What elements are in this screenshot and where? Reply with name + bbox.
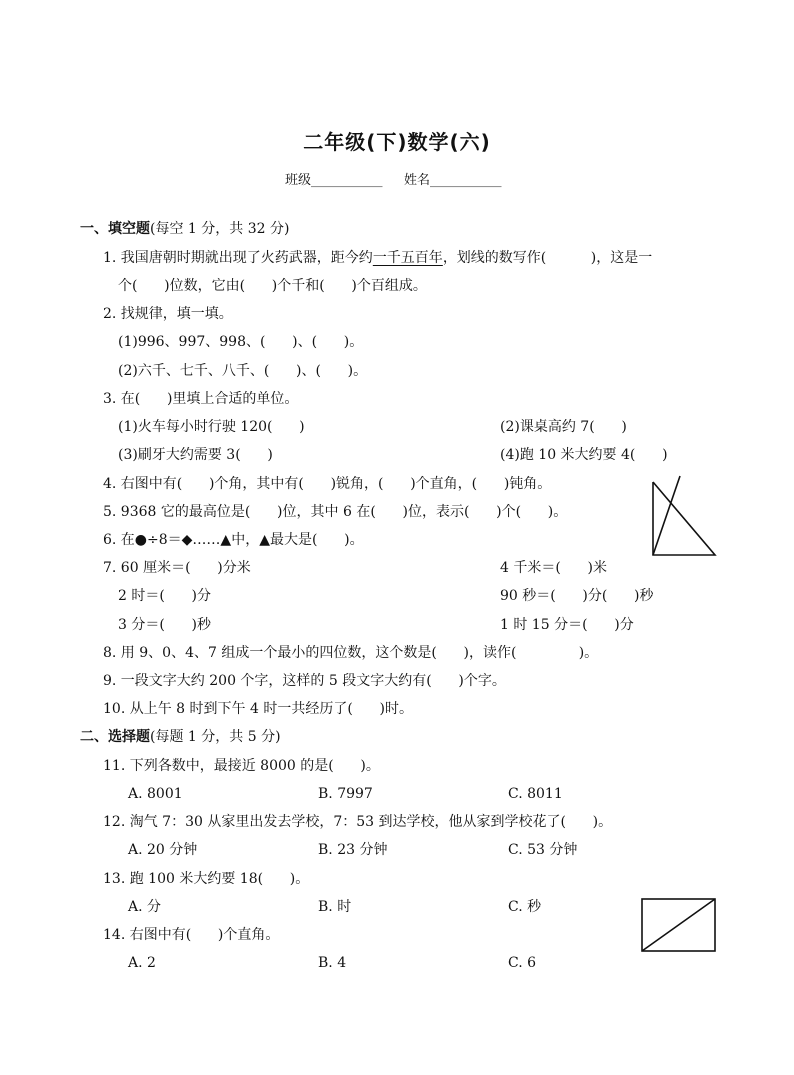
q3-sub2: (2)课桌高约 7( ) bbox=[500, 419, 627, 435]
section2-note: (每题 1 分，共 5 分) bbox=[150, 729, 281, 745]
q10-text: 10. 从上午 8 时到下午 4 时一共经历了( )时。 bbox=[103, 701, 413, 717]
q7-sub1: 7. 60 厘米＝( )分米 bbox=[103, 560, 251, 576]
q14-option-a: A. 2 bbox=[128, 955, 156, 971]
q12-option-a: A. 20 分钟 bbox=[128, 842, 198, 858]
section2-heading-row bbox=[80, 728, 281, 746]
q2-text: 2. 找规律，填一填。 bbox=[103, 306, 233, 322]
page-title: 二年级(下)数学(六) bbox=[303, 130, 491, 154]
q13-option-c: C. 秒 bbox=[508, 899, 542, 915]
section1-heading-row bbox=[80, 220, 289, 238]
q1-text-a: 1. 我国唐朝时期就出现了火药武器，距今约 bbox=[103, 250, 373, 266]
q7-sub3: 2 时＝( )分 bbox=[118, 588, 211, 604]
q1-text-b: ，划线的数写作( )，这是一 bbox=[442, 250, 653, 266]
q11-option-c: C. 8011 bbox=[508, 786, 563, 802]
q14-option-b: B. 4 bbox=[318, 955, 347, 971]
section1-note: (每空 1 分，共 32 分) bbox=[150, 221, 290, 237]
q13-text: 13. 跑 100 米大约要 18( )。 bbox=[103, 871, 310, 887]
q3-text: 3. 在( )里填上合适的单位。 bbox=[103, 391, 299, 407]
section2-heading: 二、选择题 bbox=[80, 729, 150, 745]
q13-option-b: B. 时 bbox=[318, 899, 352, 915]
q1-line2: 个( )位数，它由( )个千和( )个百组成。 bbox=[118, 278, 427, 294]
q12-option-b: B. 23 分钟 bbox=[318, 842, 388, 858]
q7-sub5: 3 分＝( )秒 bbox=[118, 617, 211, 633]
q3-sub3: (3)刷牙大约需要 3( ) bbox=[118, 447, 273, 463]
q8-text: 8. 用 9、0、4、7 组成一个最小的四位数，这个数是( )，读作( )。 bbox=[103, 645, 599, 661]
q3-sub1: (1)火车每小时行驶 120( ) bbox=[118, 419, 305, 435]
q2-sub1: (1)996、997、998、( )、( )。 bbox=[118, 334, 364, 350]
q14-text: 14. 右图中有( )个直角。 bbox=[103, 927, 280, 943]
section1-heading: 一、填空题 bbox=[80, 221, 150, 237]
q1-line1 bbox=[103, 249, 652, 267]
name-field-label: 姓名___________ bbox=[404, 173, 502, 188]
q13-option-a: A. 分 bbox=[128, 899, 162, 915]
q11-option-b: B. 7997 bbox=[318, 786, 373, 802]
q9-text: 9. 一段文字大约 200 个字，这样的 5 段文字大约有( )个字。 bbox=[103, 673, 506, 689]
q3-sub4: (4)跑 10 米大约要 4( ) bbox=[500, 447, 668, 463]
q7-sub4: 90 秒＝( )分( )秒 bbox=[500, 588, 654, 604]
q6-text: 6. 在●÷8＝◆……▲中，▲最大是( )。 bbox=[103, 532, 364, 548]
q7-sub2: 4 千米＝( )米 bbox=[500, 560, 607, 576]
q5-text: 5. 9368 它的最高位是( )位，其中 6 在( )位，表示( )个( )。 bbox=[103, 504, 568, 520]
q12-option-c: C. 53 分钟 bbox=[508, 842, 578, 858]
q7-sub6: 1 时 15 分＝( )分 bbox=[500, 617, 634, 633]
q11-text: 11. 下列各数中，最接近 8000 的是( )。 bbox=[103, 758, 380, 774]
q4-text: 4. 右图中有( )个角，其中有( )锐角，( )个直角，( )钝角。 bbox=[103, 476, 552, 492]
q1-underlined-number: 一千五百年 bbox=[372, 250, 443, 266]
q12-text: 12. 淘气 7：30 从家里出发去学校，7：53 到达学校，他从家到学校花了( )。 bbox=[103, 814, 613, 830]
q2-sub2: (2)六千、七千、八千、( )、( )。 bbox=[118, 363, 368, 379]
class-field-label: 班级___________ bbox=[285, 173, 383, 188]
q11-option-a: A. 8001 bbox=[128, 786, 183, 802]
q4-angle-figure bbox=[648, 474, 720, 560]
q14-rectangle-figure bbox=[640, 896, 718, 954]
q14-option-c: C. 6 bbox=[508, 955, 537, 971]
